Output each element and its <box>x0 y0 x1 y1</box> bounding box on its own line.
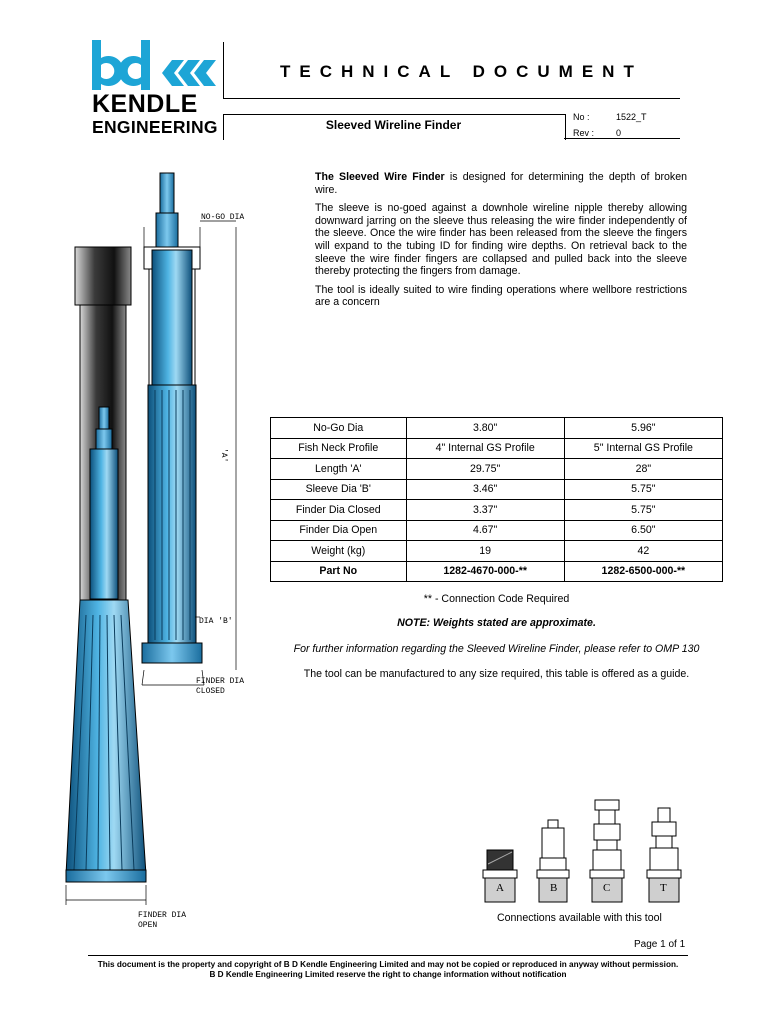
weights-note: NOTE: Weights stated are approximate. <box>397 617 596 629</box>
table-cell: 29.75" <box>406 459 564 480</box>
table-row <box>271 520 723 541</box>
table-row <box>271 438 723 459</box>
document-subtitle: Sleeved Wireline Finder <box>325 118 462 132</box>
table-cell: 4" Internal GS Profile <box>406 438 564 459</box>
connection-labels <box>478 882 698 902</box>
table-cell: Fish Neck Profile <box>271 438 407 459</box>
table-row-part-no <box>271 561 723 582</box>
header-rule <box>223 98 680 99</box>
connections-caption: Connections available with this tool <box>497 912 662 924</box>
connection-label-a: A <box>496 882 504 894</box>
table-cell: Sleeve Dia 'B' <box>271 479 407 500</box>
label-length-a: 'A' <box>219 448 228 463</box>
description-operation: The sleeve is no-goed against a downhole wireline nipple thereby allowing downward jarring on the sleeve thus releasing the wire finder independently of the sleeve. Once the wire finder has been released from the sleeve the fingers will expand to the tubing ID for finding wire depths. On retrieval back to the sleeve the wire finder fingers are collapsed and pulled back into the sleeve thereby protecting the fingers from damage. <box>315 202 687 278</box>
header-divider <box>223 42 224 98</box>
table-row <box>271 541 723 562</box>
table-row <box>271 418 723 439</box>
label-nogo-dia: NO-GO DIA <box>201 213 245 222</box>
specifications-table <box>270 417 723 582</box>
table-cell: 3.80" <box>406 418 564 439</box>
table-cell: Finder Dia Open <box>271 520 407 541</box>
table-cell: Length 'A' <box>271 459 407 480</box>
table-cell: 3.37" <box>406 500 564 521</box>
table-cell: 19 <box>406 541 564 562</box>
table-cell: 1282-6500-000-** <box>564 561 722 582</box>
size-note: The tool can be manufactured to any size required, this table is offered as a guide. <box>303 668 690 680</box>
label-finder-open-2: OPEN <box>138 921 158 930</box>
table-cell: 42 <box>564 541 722 562</box>
table-cell: Weight (kg) <box>271 541 407 562</box>
label-finder-closed-2: CLOSED <box>196 687 225 696</box>
table-cell: 28" <box>564 459 722 480</box>
change-notice: B D Kendle Engineering Limited reserve the right to change information without notification <box>209 970 567 979</box>
label-finder-closed-1: FINDER DIA <box>196 677 245 686</box>
connection-code-note: ** - Connection Code Required <box>423 593 570 605</box>
table-cell: No-Go Dia <box>271 418 407 439</box>
tool-drawing <box>60 165 260 935</box>
table-cell: Part No <box>271 561 407 582</box>
tool-closed <box>142 173 202 663</box>
revision-value: 0 <box>616 128 622 138</box>
doc-number-value: 1522_T <box>616 112 647 122</box>
company-subname: ENGINEERING <box>92 117 218 137</box>
table-row <box>271 500 723 521</box>
table-row <box>271 459 723 480</box>
page-number: Page 1 of 1 <box>634 939 686 950</box>
product-name: The Sleeved Wire Finder <box>315 171 445 183</box>
connection-label-c: C <box>603 882 611 894</box>
copyright-notice: This document is the property and copyright of B D Kendle Engineering Limited and may not be copied or reproduced in anyway without permission. <box>97 960 679 969</box>
table-row <box>271 479 723 500</box>
further-info-note: For further information regarding the Sleeved Wireline Finder, please refer to OMP 130 <box>293 643 700 655</box>
company-logo-mark <box>92 40 217 92</box>
connection-label-b: B <box>550 882 558 894</box>
company-name: KENDLE <box>92 90 198 118</box>
table-cell: Finder Dia Closed <box>271 500 407 521</box>
description <box>315 171 687 315</box>
table-cell: 5.75" <box>564 500 722 521</box>
description-intro <box>315 171 687 196</box>
meta-rule <box>564 138 680 139</box>
revision-label: Rev : <box>573 128 595 138</box>
document-title: TECHNICAL DOCUMENT <box>280 62 643 81</box>
table-cell: 5.75" <box>564 479 722 500</box>
doc-number-label: No : <box>573 112 590 122</box>
table-cell: 4.67" <box>406 520 564 541</box>
table-cell: 1282-4670-000-** <box>406 561 564 582</box>
label-finder-open-1: FINDER DIA <box>138 911 187 920</box>
description-intro-text: is designed for determining the depth of broken wire. <box>315 171 687 196</box>
description-suitability: The tool is ideally suited to wire finding operations where wellbore restrictions are a concern <box>315 283 687 309</box>
finder-expanded <box>66 407 146 882</box>
label-dia-b: DIA 'B' <box>199 617 233 626</box>
footer-rule <box>88 955 688 956</box>
connection-label-t: T <box>660 882 667 894</box>
table-cell: 5.96" <box>564 418 722 439</box>
table-cell: 5" Internal GS Profile <box>564 438 722 459</box>
table-cell: 6.50" <box>564 520 722 541</box>
table-cell: 3.46" <box>406 479 564 500</box>
